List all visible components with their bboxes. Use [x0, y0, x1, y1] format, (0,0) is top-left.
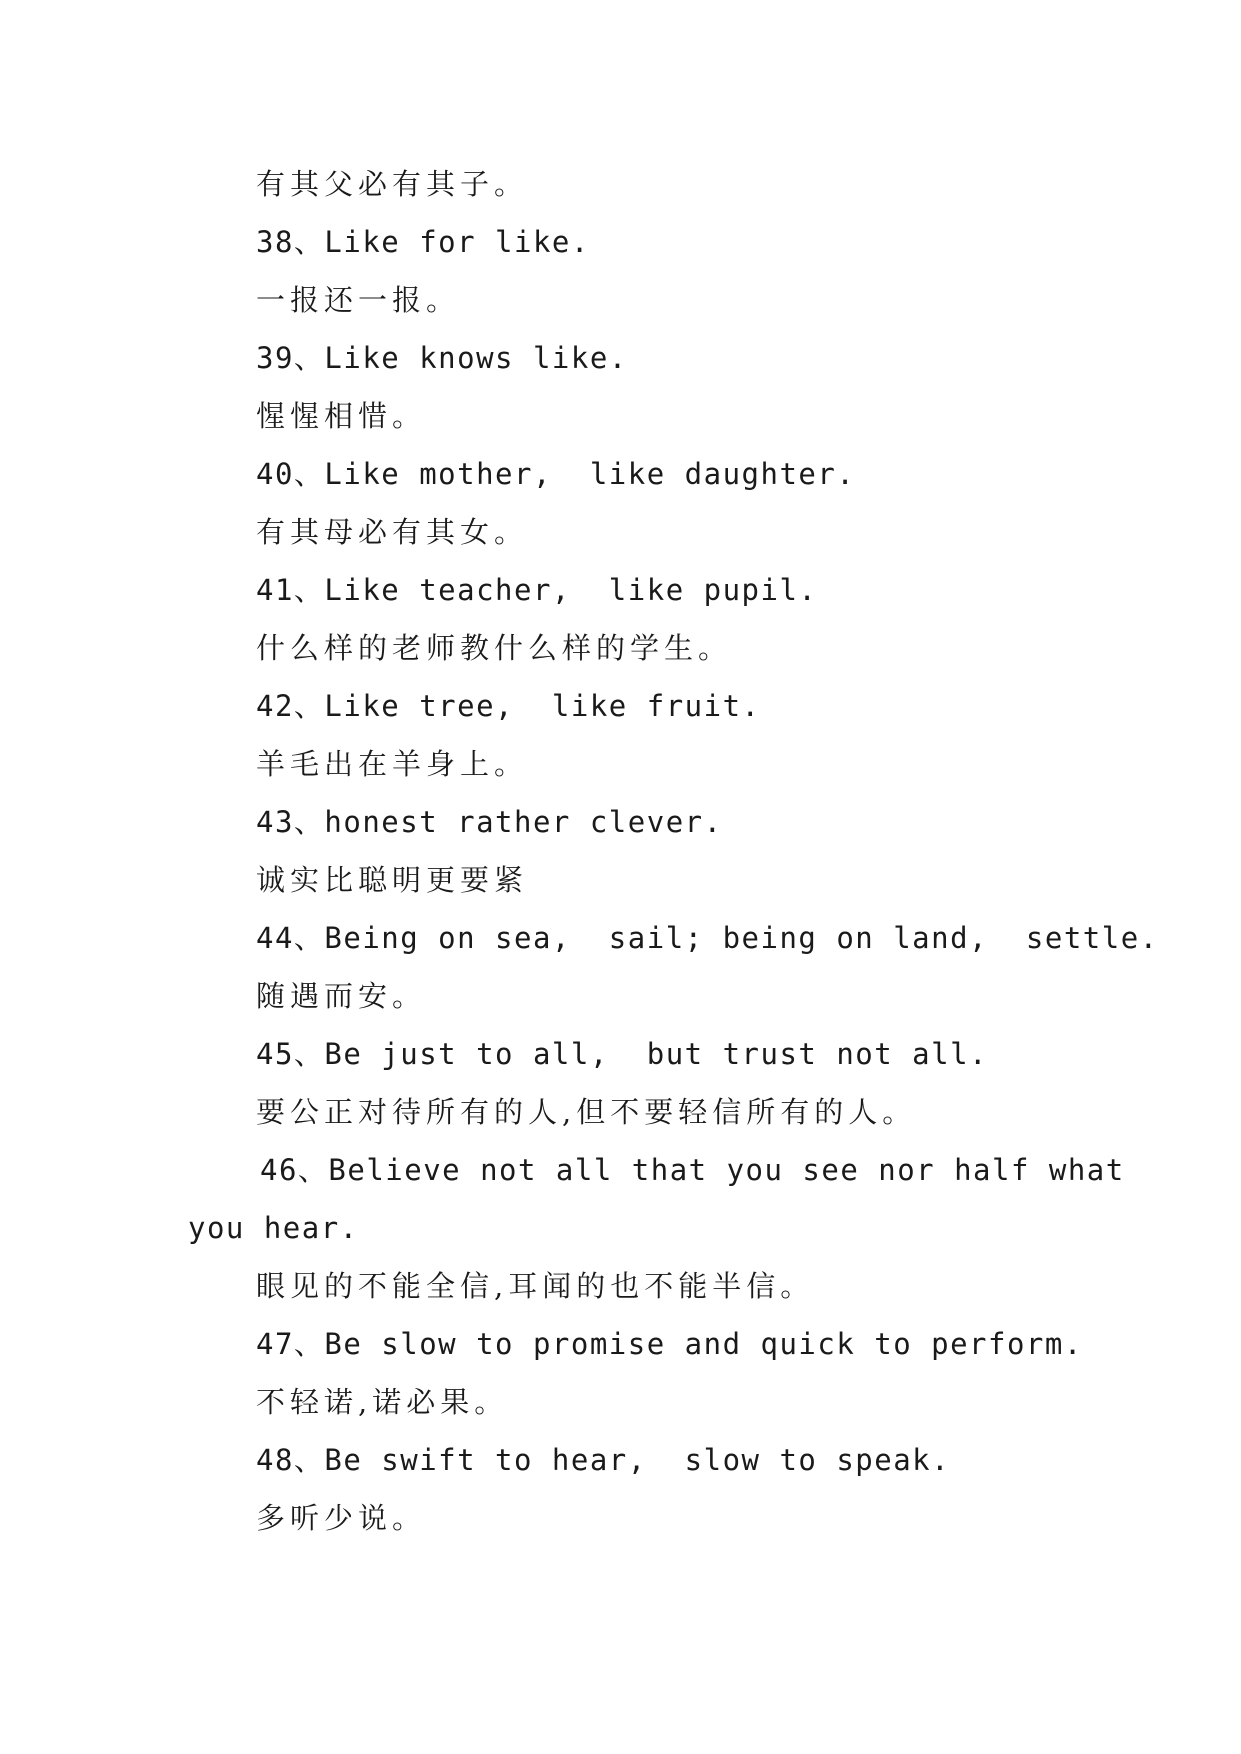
proverb-42: 42、Like tree, like fruit.: [256, 689, 761, 723]
proverb-46: 46、Believe not all that you see nor half what: [260, 1153, 1125, 1187]
proverb-40: 40、Like mother, like daughter.: [256, 457, 856, 491]
proverb-41: 41、Like teacher, like pupil.: [256, 573, 818, 607]
proverb-46-translation: 眼见的不能全信,耳闻的也不能半信。: [256, 1269, 815, 1303]
proverb-44: 44、Being on sea, sail; being on land, settle.: [256, 921, 1159, 955]
proverb-45-translation: 要公正对待所有的人,但不要轻信所有的人。: [256, 1095, 917, 1129]
proverb-47-translation: 不轻诺,诺必果。: [256, 1385, 509, 1419]
proverb-46-continuation: you hear.: [188, 1211, 359, 1245]
proverb-48: 48、Be swift to hear, slow to speak.: [256, 1443, 951, 1477]
proverb-41-translation: 什么样的老师教什么样的学生。: [256, 631, 733, 665]
proverb-39: 39、Like knows like.: [256, 341, 628, 375]
proverb-39-translation: 惺惺相惜。: [256, 399, 427, 433]
proverb-45: 45、Be just to all, but trust not all.: [256, 1037, 989, 1071]
proverb-47: 47、Be slow to promise and quick to perform.: [256, 1327, 1083, 1361]
proverb-37-translation: 有其父必有其子。: [256, 167, 529, 201]
proverb-38-translation: 一报还一报。: [256, 283, 461, 317]
proverb-48-translation: 多听少说。: [256, 1501, 427, 1535]
proverb-42-translation: 羊毛出在羊身上。: [256, 747, 529, 781]
proverb-40-translation: 有其母必有其女。: [256, 515, 529, 549]
proverb-43: 43、honest rather clever.: [256, 805, 723, 839]
proverb-38: 38、Like for like.: [256, 225, 590, 259]
proverb-44-translation: 随遇而安。: [256, 979, 427, 1013]
proverb-43-translation: 诚实比聪明更要紧: [256, 863, 529, 897]
